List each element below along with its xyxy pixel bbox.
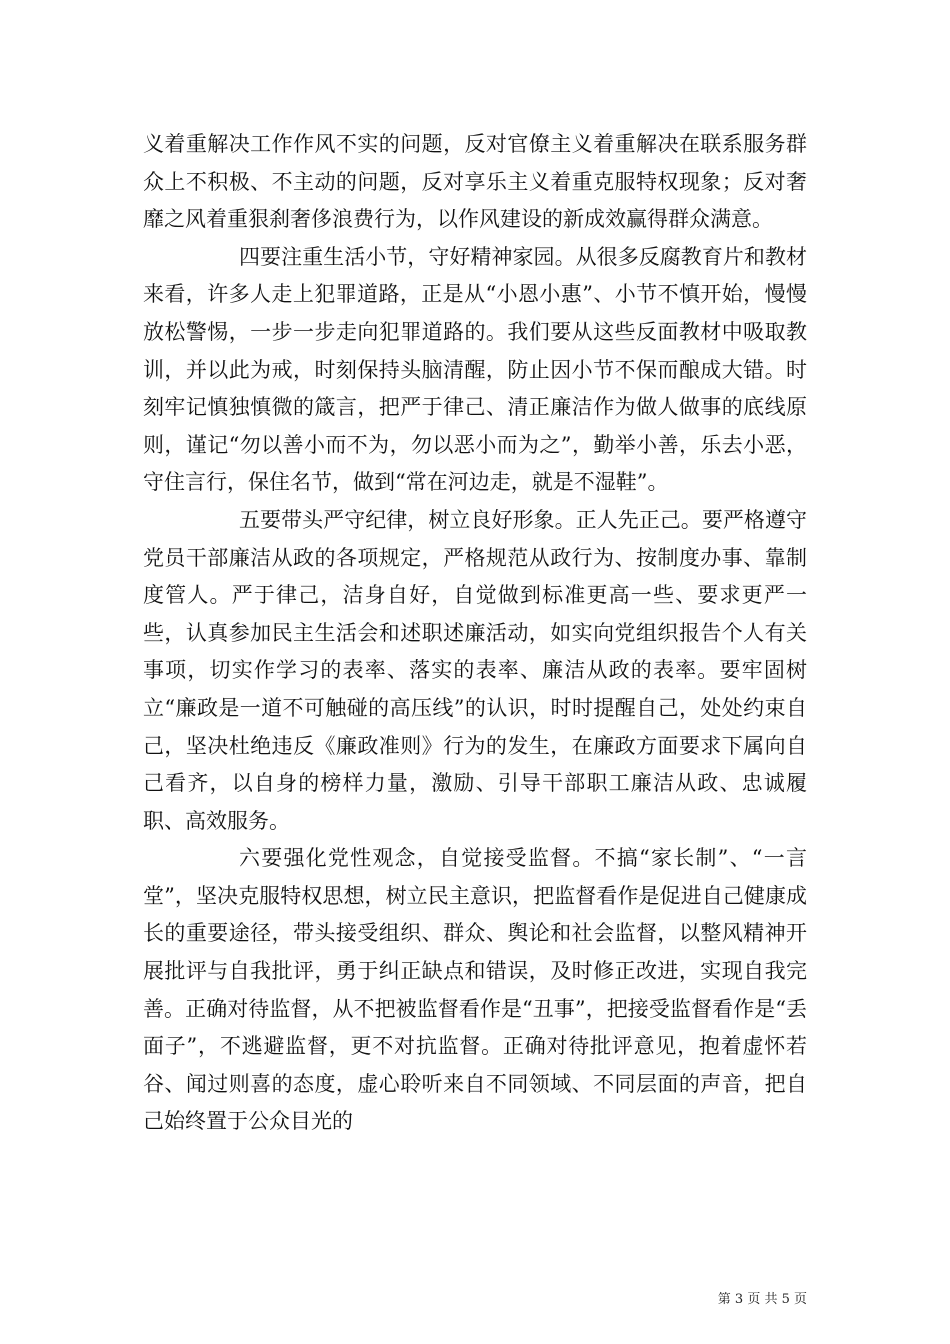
paragraph-2: 四要注重生活小节，守好精神家园。从很多反腐教育片和教材来看，许多人走上犯罪道路，正是从“小恩小惠”、小节不慎开始，慢慢放松警惕，一步一步走向犯罪道路的。我们要从这些反面教材中吸取教训，并以此为戒，时刻保持头脑清醒，防止因小节不保而酿成大错。时刻牢记慎独慎微的箴言，把严于律己、清正廉洁作为做人做事的底线原则，谨记“勿以善小而不为，勿以恶小而为之”，勤举小善，乐去小恶，守住言行，保住名节，做到“常在河边走，就是不湿鞋”。 [143, 244, 807, 495]
page-number-footer: 第 3 页 共 5 页 [717, 1292, 807, 1307]
paragraph-3: 五要带头严守纪律，树立良好形象。正人先正己。要严格遵守党员干部廉洁从政的各项规定，严格规范从政行为、按制度办事、靠制度管人。严于律己，洁身自好，自觉做到标准更高一些、要求更严一些，认真参加民主生活会和述职述廉活动，如实向党组织报告个人有关事项，切实作学习的表率、落实的表率、廉洁从政的表率。要牢固树立“廉政是一道不可触碰的高压线”的认识，时时提醒自己，处处约束自己，坚决杜绝违反《廉政准则》行为的发生，在廉政方面要求下属向自己看齐，以自身的榜样力量，激励、引导干部职工廉洁从政、忠诚履职、高效服务。 [143, 507, 807, 833]
document-body [143, 126, 807, 1141]
paragraph-4: 六要强化党性观念，自觉接受监督。不搞“家长制”、“一言堂”，坚决克服特权思想，树立民主意识，把监督看作是促进自己健康成长的重要途径，带头接受组织、群众、舆论和社会监督，以整风精神开展批评与自我批评，勇于纠正缺点和错误，及时修正改进，实现自我完善。正确对待监督，从不把被监督看作是“丑事”，把接受监督看作是“丢面子”，不逃避监督，更不对抗监督。正确对待批评意见，抱着虚怀若谷、闻过则喜的态度，虚心聆听来自不同领域、不同层面的声音，把自己始终置于公众目光的 [143, 846, 807, 1134]
paragraph-1: 义着重解决工作作风不实的问题，反对官僚主义着重解决在联系服务群众上不积极、不主动的问题，反对享乐主义着重克服特权现象；反对奢靡之风着重狠刹奢侈浪费行为，以作风建设的新成效赢得群众满意。 [143, 132, 807, 232]
